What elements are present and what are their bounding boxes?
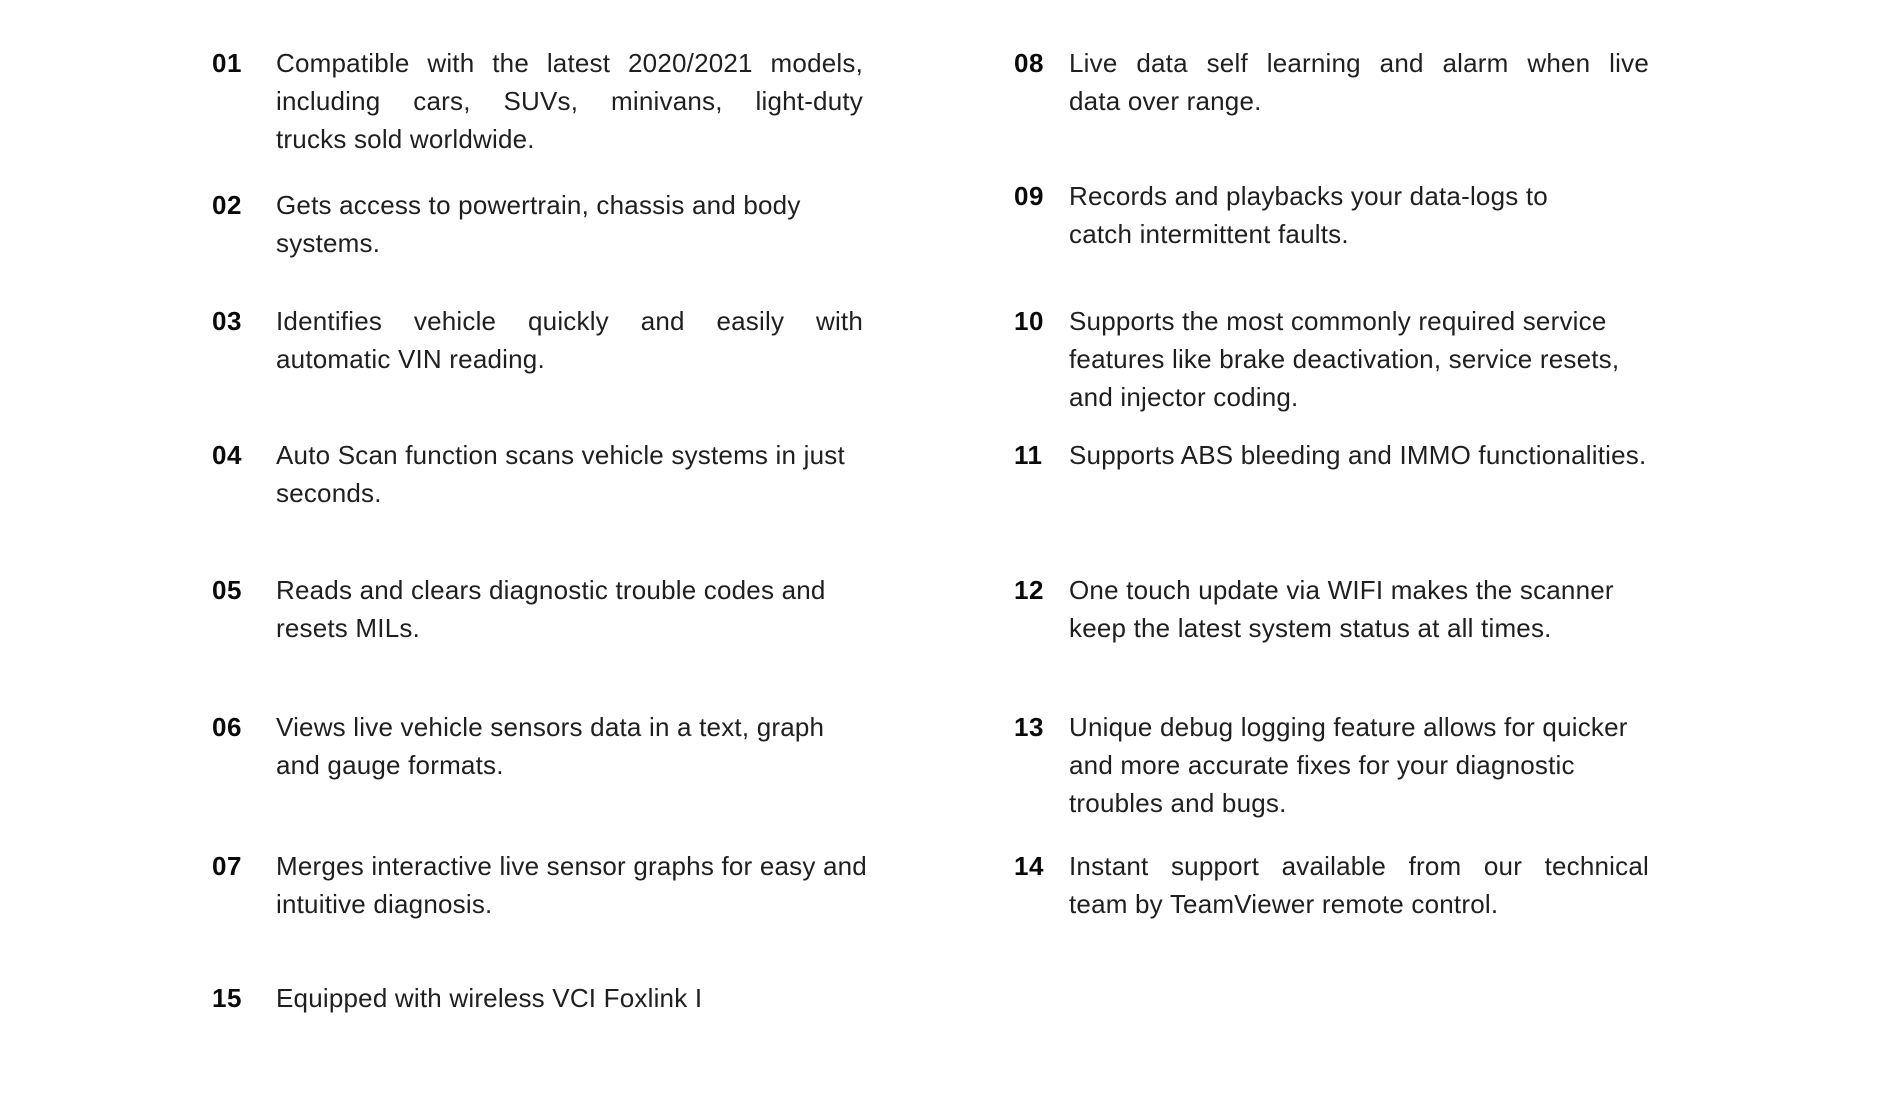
feature-line: Identifies vehicle quickly and easily with	[276, 306, 863, 336]
feature-text	[1069, 708, 1649, 822]
feature-line: One touch update via WIFI makes the scanner	[1069, 575, 1614, 605]
feature-text	[276, 44, 863, 158]
feature-item-14	[1014, 847, 1649, 923]
feature-line: seconds.	[276, 478, 382, 508]
feature-text	[1069, 571, 1649, 647]
feature-item-11	[1014, 436, 1649, 474]
feature-text	[276, 847, 867, 923]
feature-line: Compatible with the latest 2020/2021 models,	[276, 48, 863, 78]
feature-item-15	[212, 979, 863, 1017]
feature-number: 13	[1014, 712, 1044, 742]
feature-text	[276, 979, 863, 1017]
feature-item-13	[1014, 708, 1649, 822]
feature-line: and gauge formats.	[276, 750, 504, 780]
feature-number: 09	[1014, 181, 1044, 211]
feature-text	[1069, 44, 1649, 120]
feature-line: features like brake deactivation, service resets,	[1069, 344, 1620, 374]
feature-number: 04	[212, 440, 242, 470]
feature-text	[276, 708, 863, 784]
feature-line: Gets access to powertrain, chassis and body	[276, 190, 801, 220]
feature-number: 12	[1014, 575, 1044, 605]
feature-line: trucks sold worldwide.	[276, 124, 535, 154]
feature-number: 01	[212, 48, 242, 78]
feature-line: Unique debug logging feature allows for quicker	[1069, 712, 1628, 742]
feature-line: data over range.	[1069, 86, 1262, 116]
feature-number: 14	[1014, 851, 1044, 881]
feature-item-09	[1014, 177, 1649, 253]
feature-line: troubles and bugs.	[1069, 788, 1287, 818]
feature-line: Merges interactive live sensor graphs for easy and	[276, 851, 867, 881]
feature-item-07	[212, 847, 867, 923]
feature-item-03	[212, 302, 863, 378]
feature-line: and more accurate fixes for your diagnostic	[1069, 750, 1575, 780]
feature-number: 11	[1014, 440, 1043, 470]
feature-item-10	[1014, 302, 1649, 416]
feature-number: 06	[212, 712, 242, 742]
feature-item-12	[1014, 571, 1649, 647]
feature-text	[276, 302, 863, 378]
feature-line: Reads and clears diagnostic trouble codes and	[276, 575, 826, 605]
feature-line: Equipped with wireless VCI Foxlink I	[276, 983, 703, 1013]
feature-text	[1069, 302, 1649, 416]
feature-line: Supports ABS bleeding and IMMO functionalities.	[1069, 440, 1647, 470]
feature-line: and injector coding.	[1069, 382, 1299, 412]
feature-line: Records and playbacks your data-logs to	[1069, 181, 1548, 211]
feature-text	[276, 436, 863, 512]
feature-number: 05	[212, 575, 242, 605]
feature-item-01	[212, 44, 863, 158]
feature-item-04	[212, 436, 863, 512]
feature-line: intuitive diagnosis.	[276, 889, 493, 919]
feature-line: Auto Scan function scans vehicle systems in just	[276, 440, 845, 470]
feature-number: 15	[212, 983, 242, 1013]
feature-text	[276, 571, 863, 647]
feature-item-05	[212, 571, 863, 647]
feature-number: 03	[212, 306, 242, 336]
feature-line: Live data self learning and alarm when live	[1069, 48, 1649, 78]
feature-number: 08	[1014, 48, 1044, 78]
feature-number: 10	[1014, 306, 1044, 336]
feature-line: team by TeamViewer remote control.	[1069, 889, 1499, 919]
feature-item-02	[212, 186, 863, 262]
feature-line: Instant support available from our technical	[1069, 851, 1649, 881]
feature-number: 02	[212, 190, 242, 220]
feature-line: Supports the most commonly required service	[1069, 306, 1607, 336]
feature-item-06	[212, 708, 863, 784]
feature-text	[1069, 436, 1649, 474]
feature-text	[1069, 847, 1649, 923]
feature-line: keep the latest system status at all times.	[1069, 613, 1552, 643]
feature-line: automatic VIN reading.	[276, 344, 545, 374]
feature-text	[276, 186, 863, 262]
feature-line: Views live vehicle sensors data in a text, graph	[276, 712, 825, 742]
feature-number: 07	[212, 851, 242, 881]
feature-item-08	[1014, 44, 1649, 120]
feature-text	[1069, 177, 1649, 253]
feature-line: systems.	[276, 228, 381, 258]
feature-line: catch intermittent faults.	[1069, 219, 1349, 249]
feature-line: including cars, SUVs, minivans, light-duty	[276, 86, 863, 116]
feature-line: resets MILs.	[276, 613, 420, 643]
